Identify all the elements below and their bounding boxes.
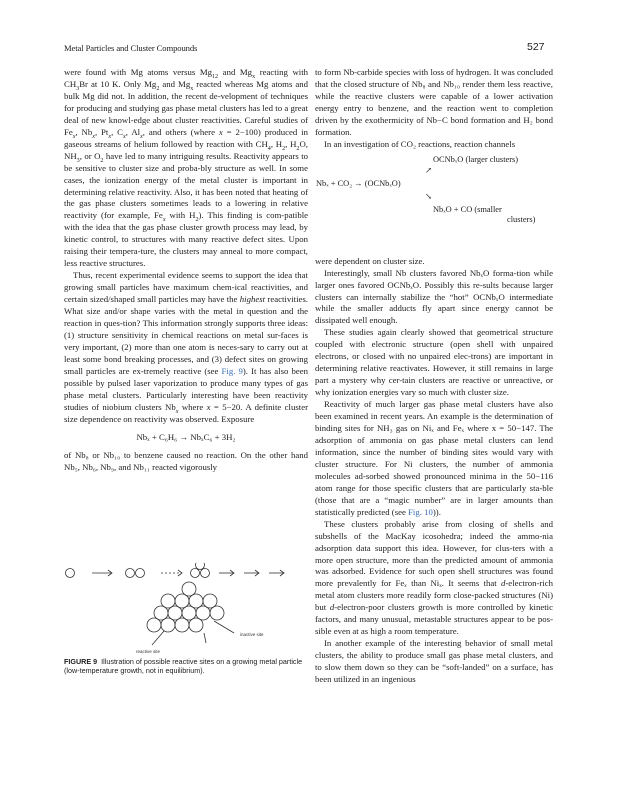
right-paragraph-3: were dependent on cluster size. xyxy=(315,255,425,266)
cluster-atom-1 xyxy=(191,569,200,578)
right-paragraph-6: Reactivity of much larger gas phase metal clusters have also been examined in recent years. An example is the determination of binding sites for NH₃ gas on Niₓ and Feₓ where x = 50−147. The adsorption of ammonia on gas phase metal clusters can lend information, since the number of binding sites would vary with cluster structure. For Ni clusters, the number of ammonia molecules ad-sorbed showed pronounced minima in the 50−116 atom range for those specific clusters that are particularly sta-ble (those that are a “magic number” are in larger amounts than statistically predicted (see Fig. 10)). xyxy=(315,399,553,517)
particle-atom xyxy=(189,618,203,632)
scheme-bottom-product-2: clusters) xyxy=(507,214,536,224)
scheme-arrow-up: ↗ xyxy=(425,165,433,175)
left-paragraph-2: Thus, recent experimental evidence seems to support the idea that growing small particles have maximum chem-ical reactivities, and certain sized/shaped small particles may have the highest reactivities. What size and/or shape varies with the metal in question and the reaction in ques-tion? This information strongly supports three ideas: (1) structure sensitivity in chemical reactions on metal sur-faces is very important, (2) more than one atom is neces-sary to carry out at least some bond breaking processes, and (3) defect sites on growing small particles are ex-tremely reactive (see Fig. 9). It has also been possible by pulsed laser vaporization to produce many types of gas phase metal clusters. Particularly interesting have been reactivity studies of niobium clusters $Nb_x$ where x = 5−20. A definite cluster size dependence on reactivity was observed. Exposure xyxy=(64,270,309,424)
inactive-site-label: inactive site xyxy=(240,632,264,637)
cluster-atom-3 xyxy=(196,563,205,570)
dimer-atom-1 xyxy=(126,569,135,578)
scheme-reactants: Nbₓ + CO₂ → (OCNbₓO) xyxy=(316,178,401,188)
right-paragraph-7: These clusters probably arise from closing of shells and subshells of the MacKay icosohedra; indeed the ammo-nia adsorption data support this idea. However, for clus-ters with a more open structure, more than the predicted amount of ammonia was adsorbed. Evidence for such open shell structures was found more prevalently for Feₓ than Niₓ. It seems that d-electron-rich metal atom clusters more readily form close-packed structures (Ni) but d-electron-poor clusters growth is more controlled by kinetic factors, and many unusual, metastable structures appear to be pos-sible even at as high a room temperature. xyxy=(315,518,553,637)
scheme-arrow-down: ↘ xyxy=(425,191,433,201)
particle-atom xyxy=(189,594,203,608)
growth-diagram xyxy=(64,563,308,655)
right-paragraph-1: to form Nb-carbide species with loss of hydrogen. It was concluded that the closed structure of Nb₈ and Nb₁₀ render them less reactive, while the reactive clusters were capable of a lower activation energy entry to benzene, and the reaction went to completion driven by the exothermicity of Nb−C bond formation and H₂ bond formation. xyxy=(315,67,553,137)
benzene-equation: Nbₓ + C₆H₆ → NbₓC₆ + 3H₂ xyxy=(136,431,236,442)
particle-atom xyxy=(168,606,182,620)
running-header-title: Metal Particles and Cluster Compounds xyxy=(64,43,198,53)
scheme-bottom-product: NbₓO + CO (smaller xyxy=(433,204,502,214)
fig9-link[interactable]: Fig. 9 xyxy=(221,365,243,376)
fig10-link[interactable]: Fig. 10 xyxy=(408,506,433,517)
right-paragraph-4: Interestingly, small Nb clusters favored NbₓO forma-tion while larger ones favored OCNbₓO. Possibly this re-sults because larger clusters can internally stabilize the “hot” OCNbₓO intermediate while the smaller adducts fly apart since energy cannot be dissipated well enough. xyxy=(315,267,553,326)
particle-atom xyxy=(210,606,224,620)
particle-atom xyxy=(154,606,168,620)
single-atom xyxy=(66,569,75,578)
left-paragraph-1: were found with Mg atoms versus $Mg_{12}$ and $Mg_x$ reacting with $CH_3Br$ at 10 K. Only $Mg_2$ and $Mg_x$ reacted whereas Mg atoms and bulk Mg did not. In addition, the recent de-velopment of techniques for producing and studying gas phase metal clusters has led to a great deal of new knowl-edge about cluster reactivities. Careful studies of $Fe_x$, $Nb_x$, $Pt_x$, $C_x$, $Al_x$, and others (where x = 2−100) produced in gaseous streams of helium followed by reaction with $CH_4$, $H_2$, $H_2O$, $NH_3$, or $O_2$ have led to many intriguing results. Reactivity appears to be sensitive to cluster size and proba-bly structure as well. In some cases, the ionization energy of the metal cluster is important in determining relative reactivity. Also, it has been noted that heating of the gas phase clusters sometimes leads to a lowering in relative reactivity (for example, $Fe_x$ with $H_2$). This finding is com-patible with the idea that the gas phase cluster growth process may lead, by kinetic control, to structures with many reactive defect sites. Upon raising their tempera-ture, the clusters may anneal to more compact, less reactive structures. xyxy=(64,67,309,269)
right-paragraph-2: In an investigation of CO₂ reactions, reaction channels xyxy=(324,138,516,149)
right-column xyxy=(315,67,553,686)
figure-9-illustration xyxy=(64,563,308,655)
particle-atom xyxy=(175,594,189,608)
left-column xyxy=(64,67,308,473)
dimer-atom-2 xyxy=(136,569,145,578)
particle-atom xyxy=(196,606,210,620)
page-number: 527 xyxy=(527,41,545,53)
particle-atom xyxy=(161,594,175,608)
particle-atom xyxy=(175,618,189,632)
left-paragraph-3: of Nb₈ or Nb₁₀ to benzene caused no reaction. On the other hand Nb₅, Nb₆, Nb₉, and Nb₁₁ reacted vigorously xyxy=(64,449,308,472)
co2-reaction-scheme xyxy=(315,153,553,253)
particle-atom xyxy=(147,618,161,632)
particle-atom xyxy=(161,618,175,632)
right-paragraph-8: In another example of the interesting behavior of small metal clusters, the ability to produce small gas phase metal clusters, and to slow them down so they can be “soft-landed” on a surface, has been utilized in an ingenious xyxy=(315,638,553,685)
right-paragraph-5: These studies again clearly showed that geometrical structure coupled with electronic structure (open shell with unpaired electrons, or closed with no unpaired elec-trons) are important in determining relative reactivates. However, it still remains in large part a mystery why cer-tain clusters are reactive or unreactive, or why ionization energies vary so much with cluster size. xyxy=(315,327,553,398)
figure-9-caption: FIGURE 9 Illustration of possible reactive sites on a growing metal particle (low-temperature growth, not in equilibrium). xyxy=(64,657,303,676)
reactive-site-pointer xyxy=(152,631,164,645)
scheme-top-product: OCNbₓO (larger clusters) xyxy=(433,154,519,164)
reactive-site-pointer-2 xyxy=(204,633,206,643)
cluster-atom-2 xyxy=(201,569,210,578)
particle-atom xyxy=(182,606,196,620)
particle-atom xyxy=(203,594,217,608)
reactive-site-label: reactive site xyxy=(136,649,161,654)
inactive-site-pointer xyxy=(214,621,234,633)
particle-atom xyxy=(182,582,196,596)
